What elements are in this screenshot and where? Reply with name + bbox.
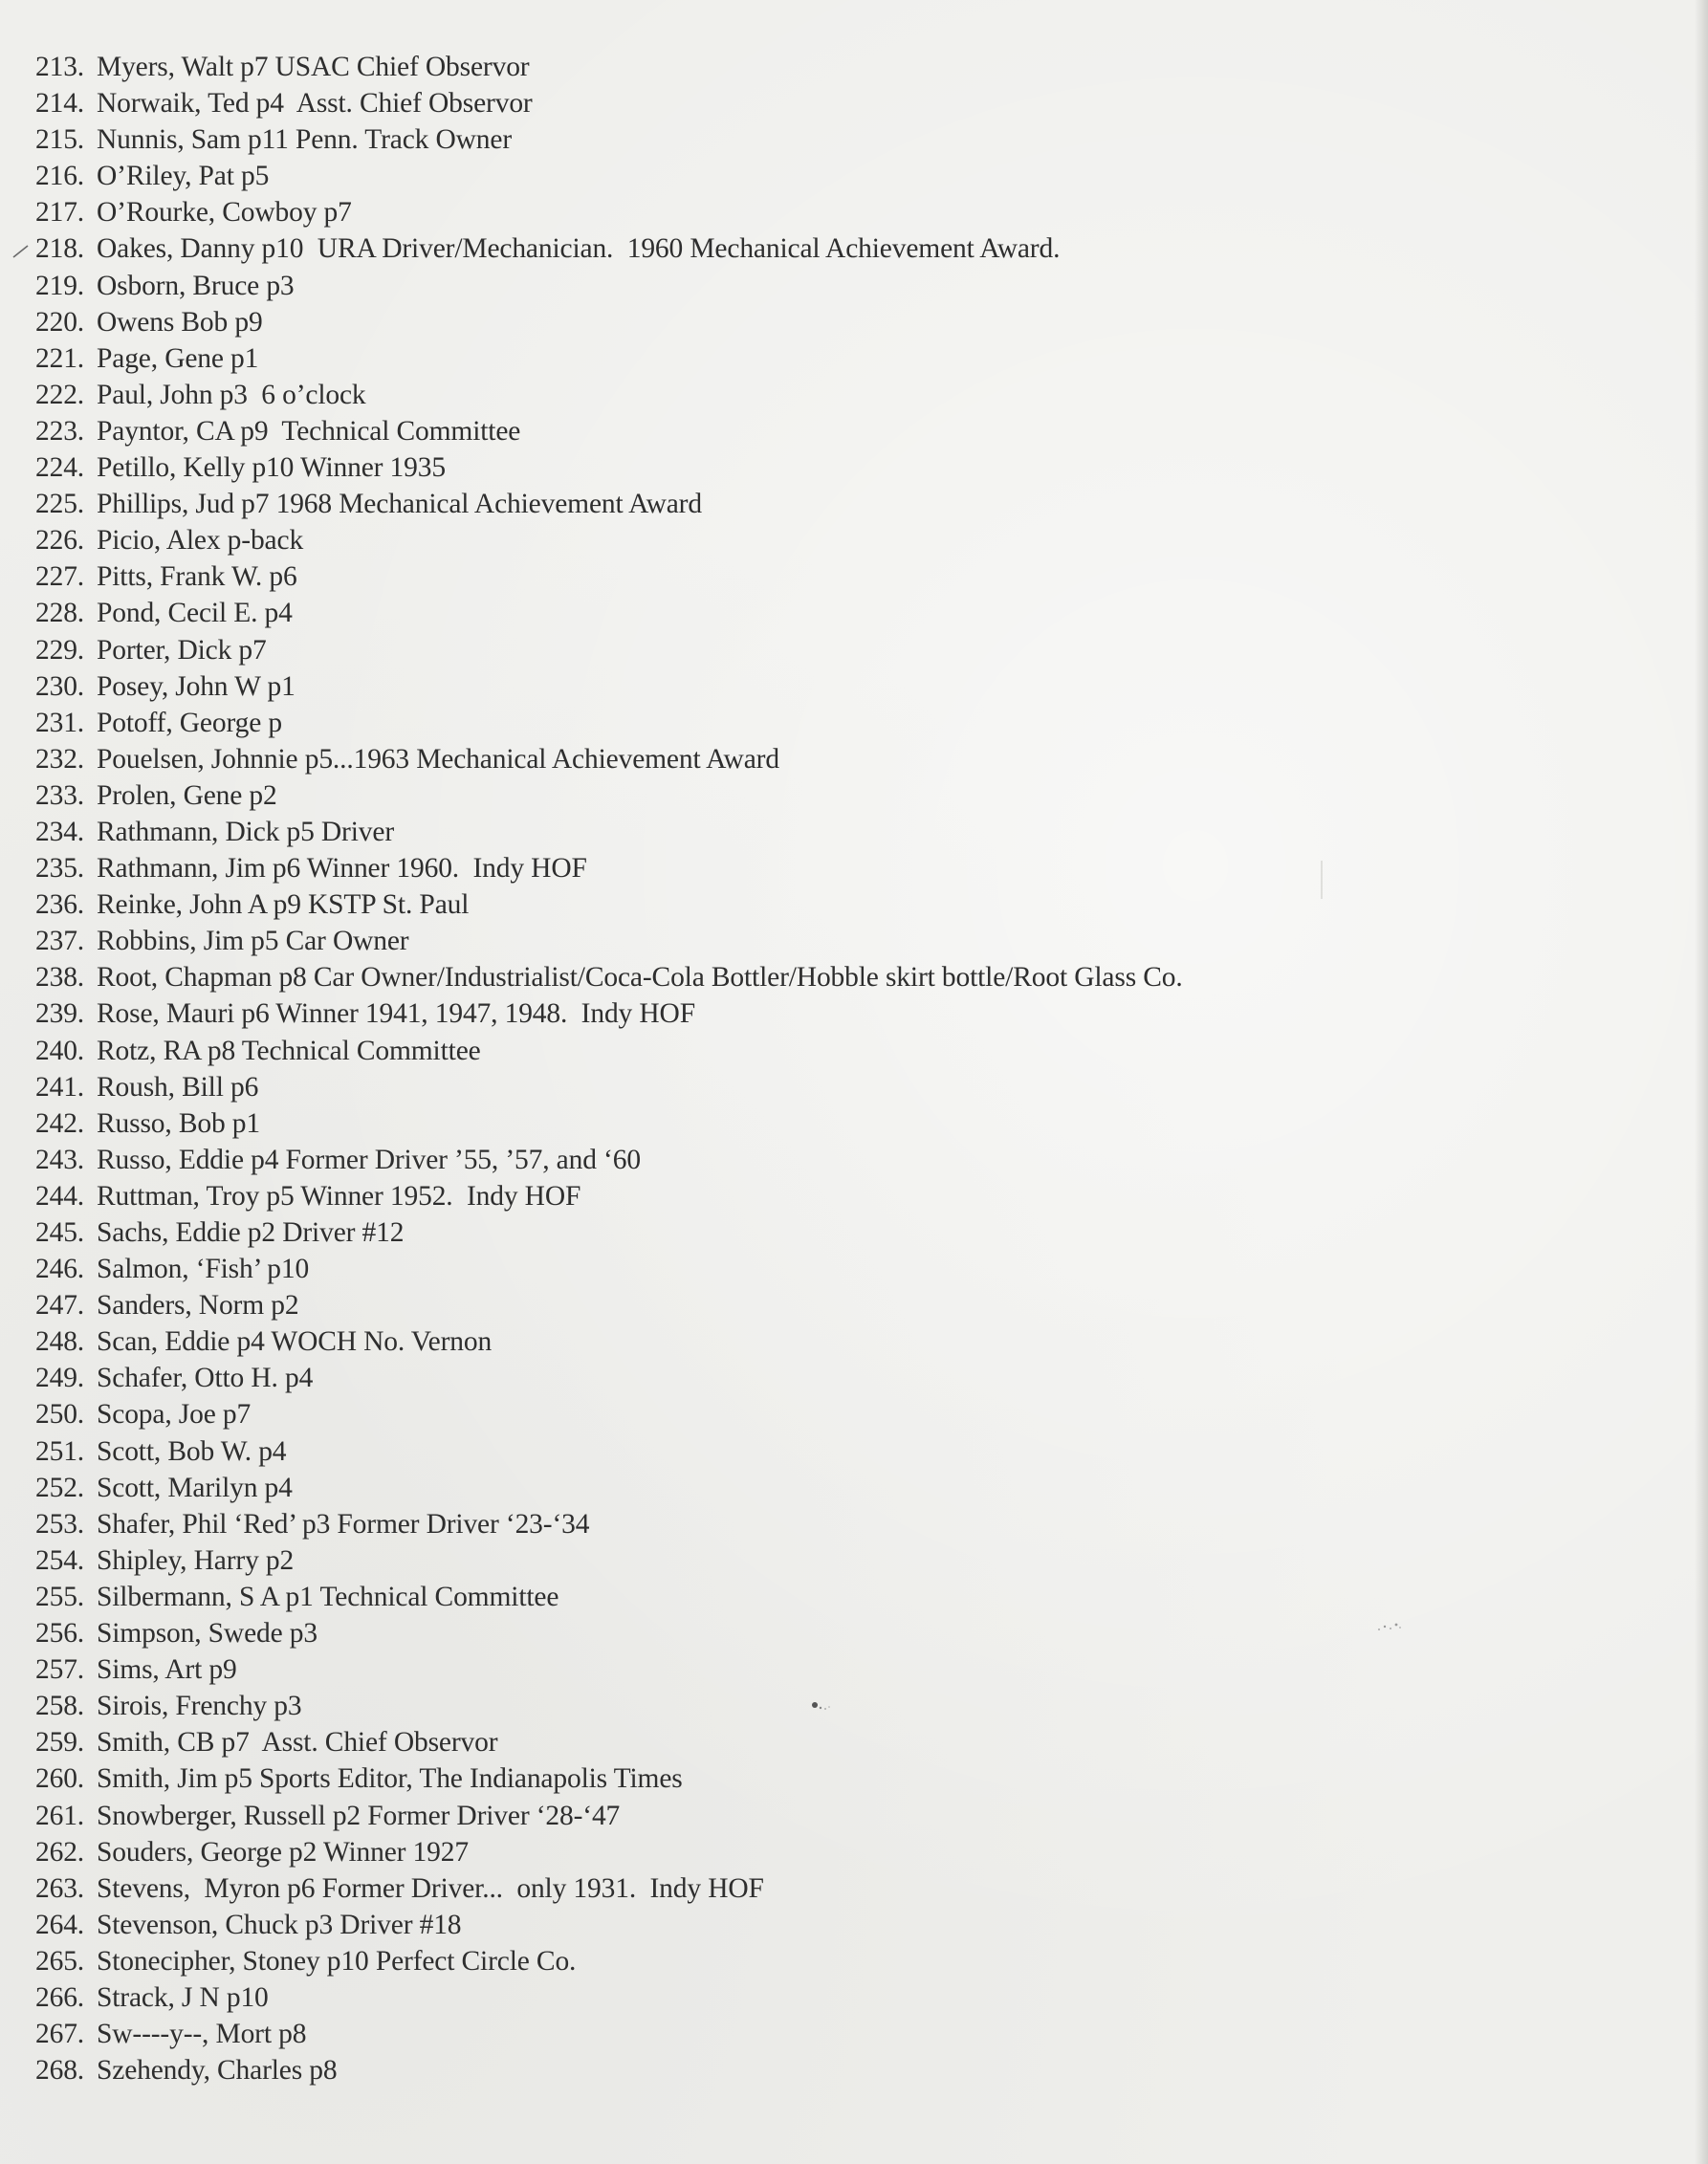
entry-number: 262. [35, 1836, 85, 1868]
entry-text: Paul, John p3 6 o’clock [97, 379, 366, 410]
list-item [35, 959, 1489, 995]
entry-number: 237. [35, 926, 85, 957]
list-item [35, 632, 1489, 668]
list-item [35, 777, 1489, 814]
entry-text: Pond, Cecil E. p4 [97, 598, 293, 629]
entry-number: 221. [35, 342, 85, 374]
entry-number: 232. [35, 743, 85, 775]
entry-text: Silbermann, S A p1 Technical Committee [97, 1581, 559, 1612]
entry-number: 225. [35, 489, 85, 520]
entry-number: 233. [35, 779, 85, 811]
entry-number: 263. [35, 1872, 85, 1904]
list-item [35, 1251, 1489, 1287]
entry-text: Potoff, George p [97, 707, 282, 738]
entry-number: 267. [35, 2019, 85, 2050]
entry-number: 238. [35, 962, 85, 994]
entry-text: Rotz, RA p8 Technical Committee [97, 1035, 481, 1066]
entry-text: Norwaik, Ted p4 Asst. Chief Observor [97, 88, 533, 120]
entry-number: 266. [35, 1981, 85, 2013]
entry-text: Reinke, John A p9 KSTP St. Paul [97, 889, 470, 921]
entry-text: Pitts, Frank W. p6 [97, 561, 297, 593]
list-item [35, 449, 1489, 486]
list-item [35, 522, 1489, 558]
entry-text: Sirois, Frenchy p3 [97, 1691, 302, 1722]
entry-number: 220. [35, 306, 85, 338]
entry-text: Nunnis, Sam p11 Penn. Track Owner [97, 124, 512, 156]
entry-text: Sw----y--, Mort p8 [97, 2019, 307, 2050]
entry-text: Picio, Alex p-back [97, 525, 304, 557]
list-item [35, 377, 1489, 413]
entry-number: 248. [35, 1326, 85, 1358]
entry-text: Sanders, Norm p2 [97, 1290, 299, 1322]
entry-number: 231. [35, 707, 85, 738]
entry-text: Ruttman, Troy p5 Winner 1952. Indy HOF [97, 1180, 581, 1212]
list-item [35, 121, 1489, 158]
list-item [35, 1870, 1489, 1907]
entry-text: O’Rourke, Cowboy p7 [97, 197, 352, 229]
list-item [35, 814, 1489, 850]
entry-text: Szehendy, Charles p8 [97, 2055, 338, 2087]
entry-text: Shipley, Harry p2 [97, 1544, 295, 1576]
list-item [35, 486, 1489, 522]
entry-number: 258. [35, 1691, 85, 1722]
entry-number: 264. [35, 1909, 85, 1940]
entry-number: 243. [35, 1144, 85, 1175]
entry-text: Posey, John W p1 [97, 670, 296, 702]
entry-text: Myers, Walt p7 USAC Chief Observor [97, 52, 530, 82]
list-item [35, 230, 1489, 267]
list-item [35, 1943, 1489, 1979]
entry-text: Scopa, Joe p7 [97, 1399, 252, 1431]
list-item [35, 1287, 1489, 1323]
entry-number: 247. [35, 1290, 85, 1322]
entry-number: 219. [35, 270, 85, 301]
list-item [35, 1907, 1489, 1943]
entry-text: Salmon, ‘Fish’ p10 [97, 1254, 310, 1285]
list-item [35, 1542, 1489, 1579]
entry-number: 216. [35, 161, 85, 192]
entry-text: Souders, George p2 Winner 1927 [97, 1836, 469, 1868]
entry-list [35, 49, 1489, 2088]
entry-number: 246. [35, 1254, 85, 1285]
list-item [35, 1433, 1489, 1470]
entry-number: 224. [35, 452, 85, 484]
entry-text: Robbins, Jim p5 Car Owner [97, 926, 409, 957]
entry-text: Rathmann, Dick p5 Driver [97, 816, 394, 847]
list-item [35, 1178, 1489, 1214]
entry-number: 239. [35, 998, 85, 1030]
list-item [35, 1651, 1489, 1688]
entry-text: Russo, Bob p1 [97, 1107, 260, 1139]
list-item [35, 1470, 1489, 1506]
entry-number: 226. [35, 525, 85, 557]
entry-text: Payntor, CA p9 Technical Committee [97, 415, 521, 447]
list-item [35, 886, 1489, 923]
list-item [35, 304, 1489, 340]
entry-text: Rose, Mauri p6 Winner 1941, 1947, 1948. Indy HOF [97, 998, 695, 1030]
entry-number: 255. [35, 1581, 85, 1612]
list-item [35, 1760, 1489, 1797]
list-item [35, 1834, 1489, 1870]
entry-text: Porter, Dick p7 [97, 634, 267, 666]
entry-number: 236. [35, 889, 85, 921]
entry-text: Sims, Art p9 [97, 1654, 237, 1686]
entry-number: 223. [35, 415, 85, 447]
list-item [35, 268, 1489, 304]
entry-text: Pouelsen, Johnnie p5...1963 Mechanical Achievement Award [97, 743, 779, 775]
entry-number: 268. [35, 2055, 85, 2087]
entry-text: Scott, Marilyn p4 [97, 1472, 293, 1503]
list-item [35, 340, 1489, 377]
entry-number: 252. [35, 1472, 85, 1503]
entry-number: 251. [35, 1435, 85, 1467]
entry-number: 235. [35, 853, 85, 885]
list-item [35, 1579, 1489, 1615]
list-item [35, 1615, 1489, 1651]
entry-number: 256. [35, 1618, 85, 1650]
list-item [35, 668, 1489, 705]
entry-text: Stonecipher, Stoney p10 Perfect Circle Co. [97, 1945, 577, 1977]
entry-text: Smith, CB p7 Asst. Chief Observor [97, 1727, 498, 1759]
entry-text: Roush, Bill p6 [97, 1071, 259, 1103]
entry-text: Owens Bob p9 [97, 306, 263, 338]
entry-text: Russo, Eddie p4 Former Driver ’55, ’57, and ‘60 [97, 1144, 641, 1175]
entry-number: 249. [35, 1363, 85, 1394]
entry-text: Strack, J N p10 [97, 1981, 269, 2013]
entry-text: Page, Gene p1 [97, 342, 259, 374]
entry-text: Scott, Bob W. p4 [97, 1435, 287, 1467]
list-item [35, 1105, 1489, 1142]
list-item [35, 1724, 1489, 1760]
entry-text: Oakes, Danny p10 URA Driver/Mechanician. 1960 Mechanical Achievement Award. [97, 233, 1061, 265]
list-item [35, 1142, 1489, 1178]
entry-text: Stevens, Myron p6 Former Driver... only 1931. Indy HOF [97, 1872, 764, 1904]
page-edge-shadow [1695, 0, 1708, 2164]
entry-text: Petillo, Kelly p10 Winner 1935 [97, 452, 446, 484]
list-item [35, 1506, 1489, 1542]
list-item [35, 194, 1489, 230]
list-item [35, 995, 1489, 1032]
list-item [35, 1360, 1489, 1396]
entry-number: 234. [35, 816, 85, 847]
list-item [35, 1323, 1489, 1360]
list-item [35, 1214, 1489, 1251]
entry-number: 250. [35, 1399, 85, 1431]
list-item [35, 705, 1489, 741]
entry-number: 222. [35, 379, 85, 410]
entry-text: Schafer, Otto H. p4 [97, 1363, 314, 1394]
entry-number: 230. [35, 670, 85, 702]
list-item [35, 1396, 1489, 1432]
entry-number: 214. [35, 88, 85, 120]
entry-number: 261. [35, 1800, 85, 1831]
list-item [35, 1069, 1489, 1105]
entry-number: 254. [35, 1544, 85, 1576]
entry-text: Smith, Jim p5 Sports Editor, The Indianapolis Times [97, 1763, 683, 1795]
entry-text: Prolen, Gene p2 [97, 779, 277, 811]
entry-number: 245. [35, 1217, 85, 1248]
entry-number: 265. [35, 1945, 85, 1977]
entry-text: Snowberger, Russell p2 Former Driver ‘28-‘47 [97, 1800, 621, 1831]
list-item [35, 413, 1489, 449]
entry-text: Shafer, Phil ‘Red’ p3 Former Driver ‘23-‘34 [97, 1508, 590, 1540]
entry-text: Phillips, Jud p7 1968 Mechanical Achievement Award [97, 489, 702, 520]
entry-number: 227. [35, 561, 85, 593]
entry-number: 241. [35, 1071, 85, 1103]
pen-tick-mark [11, 244, 31, 259]
entry-number: 215. [35, 124, 85, 156]
entry-number: 259. [35, 1727, 85, 1759]
entry-text: Sachs, Eddie p2 Driver #12 [97, 1217, 405, 1248]
entry-text: Root, Chapman p8 Car Owner/Industrialist/Coca-Cola Bottler/Hobble skirt bottle/Root Glass Co. [97, 962, 1183, 994]
entry-number: 257. [35, 1654, 85, 1686]
list-item [35, 1979, 1489, 2016]
entry-text: Scan, Eddie p4 WOCH No. Vernon [97, 1326, 493, 1358]
entry-text: Osborn, Bruce p3 [97, 270, 295, 301]
entry-text: Simpson, Swede p3 [97, 1618, 318, 1650]
entry-number: 229. [35, 634, 85, 666]
list-item [35, 49, 1489, 85]
entry-number: 244. [35, 1180, 85, 1212]
entry-text: Stevenson, Chuck p3 Driver #18 [97, 1909, 462, 1940]
entry-number: 218. [35, 233, 85, 265]
list-item [35, 2016, 1489, 2052]
list-item [35, 923, 1489, 959]
entry-number: 217. [35, 197, 85, 229]
entry-number: 253. [35, 1508, 85, 1540]
entry-text: O’Riley, Pat p5 [97, 161, 270, 192]
entry-number: 213. [35, 52, 85, 82]
list-item [35, 158, 1489, 194]
list-item [35, 85, 1489, 121]
list-item [35, 741, 1489, 777]
list-item [35, 850, 1489, 886]
list-item [35, 1688, 1489, 1724]
list-item [35, 1798, 1489, 1834]
entry-text: Rathmann, Jim p6 Winner 1960. Indy HOF [97, 853, 587, 885]
list-item [35, 595, 1489, 631]
entry-number: 242. [35, 1107, 85, 1139]
list-item [35, 2052, 1489, 2088]
list-item [35, 1033, 1489, 1069]
entry-number: 228. [35, 598, 85, 629]
entry-number: 260. [35, 1763, 85, 1795]
entry-number: 240. [35, 1035, 85, 1066]
list-item [35, 558, 1489, 595]
